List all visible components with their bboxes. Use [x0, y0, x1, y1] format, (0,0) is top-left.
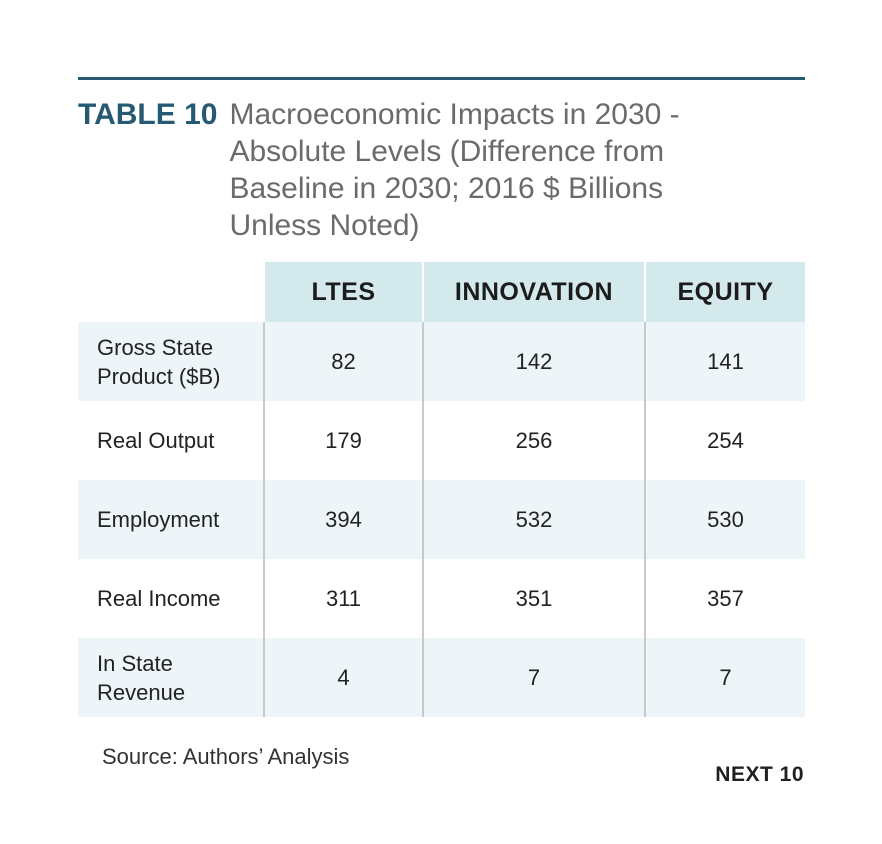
table-cell: 82 [264, 322, 423, 401]
table-cell: 142 [423, 322, 645, 401]
table-cell: 141 [645, 322, 805, 401]
table-heading [78, 96, 805, 244]
row-label: Real Output [78, 401, 264, 480]
table-cell: 179 [264, 401, 423, 480]
table-cell: 311 [264, 559, 423, 638]
source-note: Source: Authors’ Analysis [102, 744, 350, 769]
table-cell: 7 [423, 638, 645, 717]
column-header-equity: EQUITY [645, 262, 805, 322]
table-row [78, 322, 805, 401]
table-cell: 7 [645, 638, 805, 717]
row-label: In State Revenue [78, 638, 264, 717]
table-row [78, 401, 805, 480]
table-title: Macroeconomic Impacts in 2030 - Absolute Levels (Difference from Baseline in 2030; 2016 $ Billions Unless Noted) [229, 98, 680, 242]
top-divider [78, 77, 805, 80]
table-cell: 351 [423, 559, 645, 638]
table-cell: 256 [423, 401, 645, 480]
row-label: Employment [78, 480, 264, 559]
brand-logo: NEXT 10 [715, 763, 804, 786]
row-label: Real Income [78, 559, 264, 638]
impacts-table [78, 262, 805, 717]
table-cell: 254 [645, 401, 805, 480]
row-label: Gross State Product ($B) [78, 322, 264, 401]
table-row [78, 559, 805, 638]
column-header-ltes: LTES [264, 262, 423, 322]
table-cell: 530 [645, 480, 805, 559]
table-number: TABLE 10 [78, 98, 218, 131]
table-cell: 357 [645, 559, 805, 638]
table-cell: 4 [264, 638, 423, 717]
table-cell: 532 [423, 480, 645, 559]
header-corner [78, 262, 264, 322]
table-row [78, 638, 805, 717]
column-header-innovation: INNOVATION [423, 262, 645, 322]
table-cell: 394 [264, 480, 423, 559]
table-row [78, 480, 805, 559]
